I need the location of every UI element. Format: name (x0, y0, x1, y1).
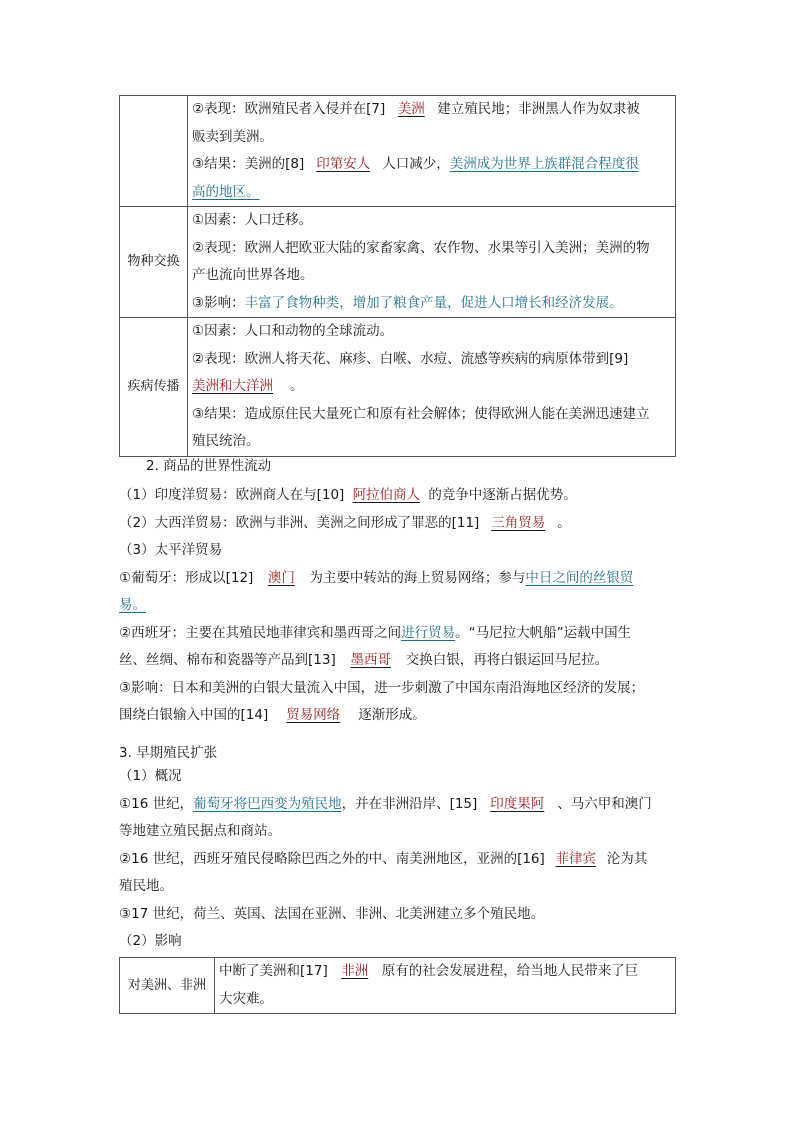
trade-section (119, 482, 679, 730)
list-item: 丝、丝绸、棉布和瓷器等产品到[13] 墨西哥 交换白银，再将白银运回马尼拉。 (119, 647, 679, 675)
text-line: 大灾难。 (219, 990, 273, 1007)
text-line: ②表现：欧洲人把欧亚大陆的家畜家禽、农作物、水果等引入美洲；美洲的物 (192, 239, 650, 256)
text-line: ①因素：人口迁移。 (192, 212, 313, 228)
table-row-america-africa (120, 958, 676, 1014)
list-item (119, 592, 679, 620)
text-line: ③影响：丰富了食物种类，增加了粮食产量，促进人口增长和经济发展。 (192, 294, 623, 311)
text-line (192, 179, 671, 207)
section-heading-colonial-expansion: 3. 早期殖民扩张 (119, 745, 218, 761)
answer-blank-11: 三角贸易 (491, 514, 546, 531)
colonial-impact-table (119, 95, 676, 457)
answer-blank-13: 墨西哥 (350, 652, 391, 668)
table-row-species (120, 207, 676, 318)
answer-blank-17: 非洲 (341, 963, 369, 979)
influence-table (119, 957, 676, 1014)
highlighted-text: 丰富了食物种类，增加了粮食产量，促进人口增长和经济发展。 (244, 294, 623, 311)
text-line: ③结果：造成原住民大量死亡和原有社会解体；使得欧洲人能在美洲迅速建立 (192, 405, 650, 422)
text-line: ①因素：人口和动物的全球流动。 (192, 323, 394, 339)
list-item: （1）印度洋贸易：欧洲商人在与[10] 阿拉伯商人 的竞争中逐渐占据优势。 (119, 482, 679, 510)
answer-blank-14: 贸易网络 (286, 707, 341, 723)
answer-blank-10: 阿拉伯商人 (352, 487, 421, 503)
list-item: （2）大西洋贸易：欧洲与非洲、美洲之间形成了罪恶的[11] 三角贸易 。 (119, 510, 679, 538)
row-label-species: 物种交换 (120, 207, 188, 318)
text-line: ③结果：美洲的[8] 印第安人 人口减少，美洲成为世界上族群混合程度很 (192, 151, 671, 179)
table-row-disease (120, 318, 676, 457)
highlighted-text: 美洲成为世界上族群混合程度很 (449, 156, 639, 172)
row-label-disease: 疾病传播 (120, 318, 188, 457)
text-line: 美洲和大洋洲 。 (192, 373, 671, 401)
answer-blank-8: 印第安人 (316, 156, 371, 172)
answer-blank-9: 美洲和大洋洲 (192, 378, 273, 394)
list-item: 殖民地。 (119, 878, 173, 894)
list-item: ③影响：日本和美洲的白银大量流入中国，进一步刺激了中国东南沿海地区经济的发展； (119, 679, 645, 696)
list-item: （3）太平洋贸易 (119, 542, 223, 558)
list-item: （2）影响 (119, 933, 182, 949)
list-item: ①葡萄牙：形成以[12] 澳门 为主要中转站的海上贸易网络；参与中日之间的丝银贸 (119, 565, 679, 593)
list-item: ①16 世纪，葡萄牙将巴西变为殖民地，并在非洲沿岸、[15] 印度果阿 、马六甲和澳门 (119, 791, 679, 819)
text-line: ②表现：欧洲殖民者入侵并在[7] 美洲 建立殖民地；非洲黑人作为奴隶被 (192, 96, 671, 124)
text-line: 殖民统治。 (192, 433, 260, 449)
row-label-colonial (120, 96, 188, 207)
highlighted-text: 葡萄牙将巴西变为殖民地 (193, 795, 342, 812)
highlighted-text: 高的地区。 (192, 183, 260, 200)
answer-blank-12: 澳门 (267, 569, 295, 586)
text-line: ②表现：欧洲人将天花、麻疹、白喉、水痘、流感等疾病的病原体带到[9] (192, 350, 629, 367)
list-item: 围绕白银输入中国的[14] 贸易网络 逐渐形成。 (119, 702, 679, 730)
highlighted-text: 进行贸易 (401, 624, 456, 641)
answer-blank-15: 印度果阿 (490, 795, 545, 812)
colonial-expansion-section (119, 763, 679, 956)
list-item: ②西班牙：主要在其殖民地菲律宾和墨西哥之间进行贸易。“马尼拉大帆船”运载中国生 (119, 624, 632, 641)
list-item: ③17 世纪，荷兰、英国、法国在亚洲、非洲、北美洲建立多个殖民地。 (119, 905, 545, 922)
text-line: 产也流向世界各地。 (192, 267, 314, 283)
text-line: 贩卖到美洲。 (192, 128, 273, 145)
table-row-colonial (120, 96, 676, 207)
section-heading-trade: 2. 商品的世界性流动 (146, 458, 272, 474)
highlighted-text: 易。 (119, 597, 146, 613)
answer-blank-16: 菲律宾 (555, 850, 597, 867)
list-item: （1）概况 (119, 768, 182, 784)
text-line: 中断了美洲和[17] 非洲 原有的社会发展进程，给当地人民带来了巨 (219, 958, 671, 986)
row-label-america-africa: 对美洲、非洲 (120, 958, 215, 1014)
list-item: ②16 世纪，西班牙殖民侵略除巴西之外的中、南美洲地区，亚洲的[16] 菲律宾 沦为其 (119, 846, 679, 874)
highlighted-text: 中日之间的丝银贸 (525, 569, 634, 586)
list-item: 等地建立殖民据点和商站。 (119, 823, 281, 839)
answer-blank-7: 美洲 (397, 101, 425, 117)
